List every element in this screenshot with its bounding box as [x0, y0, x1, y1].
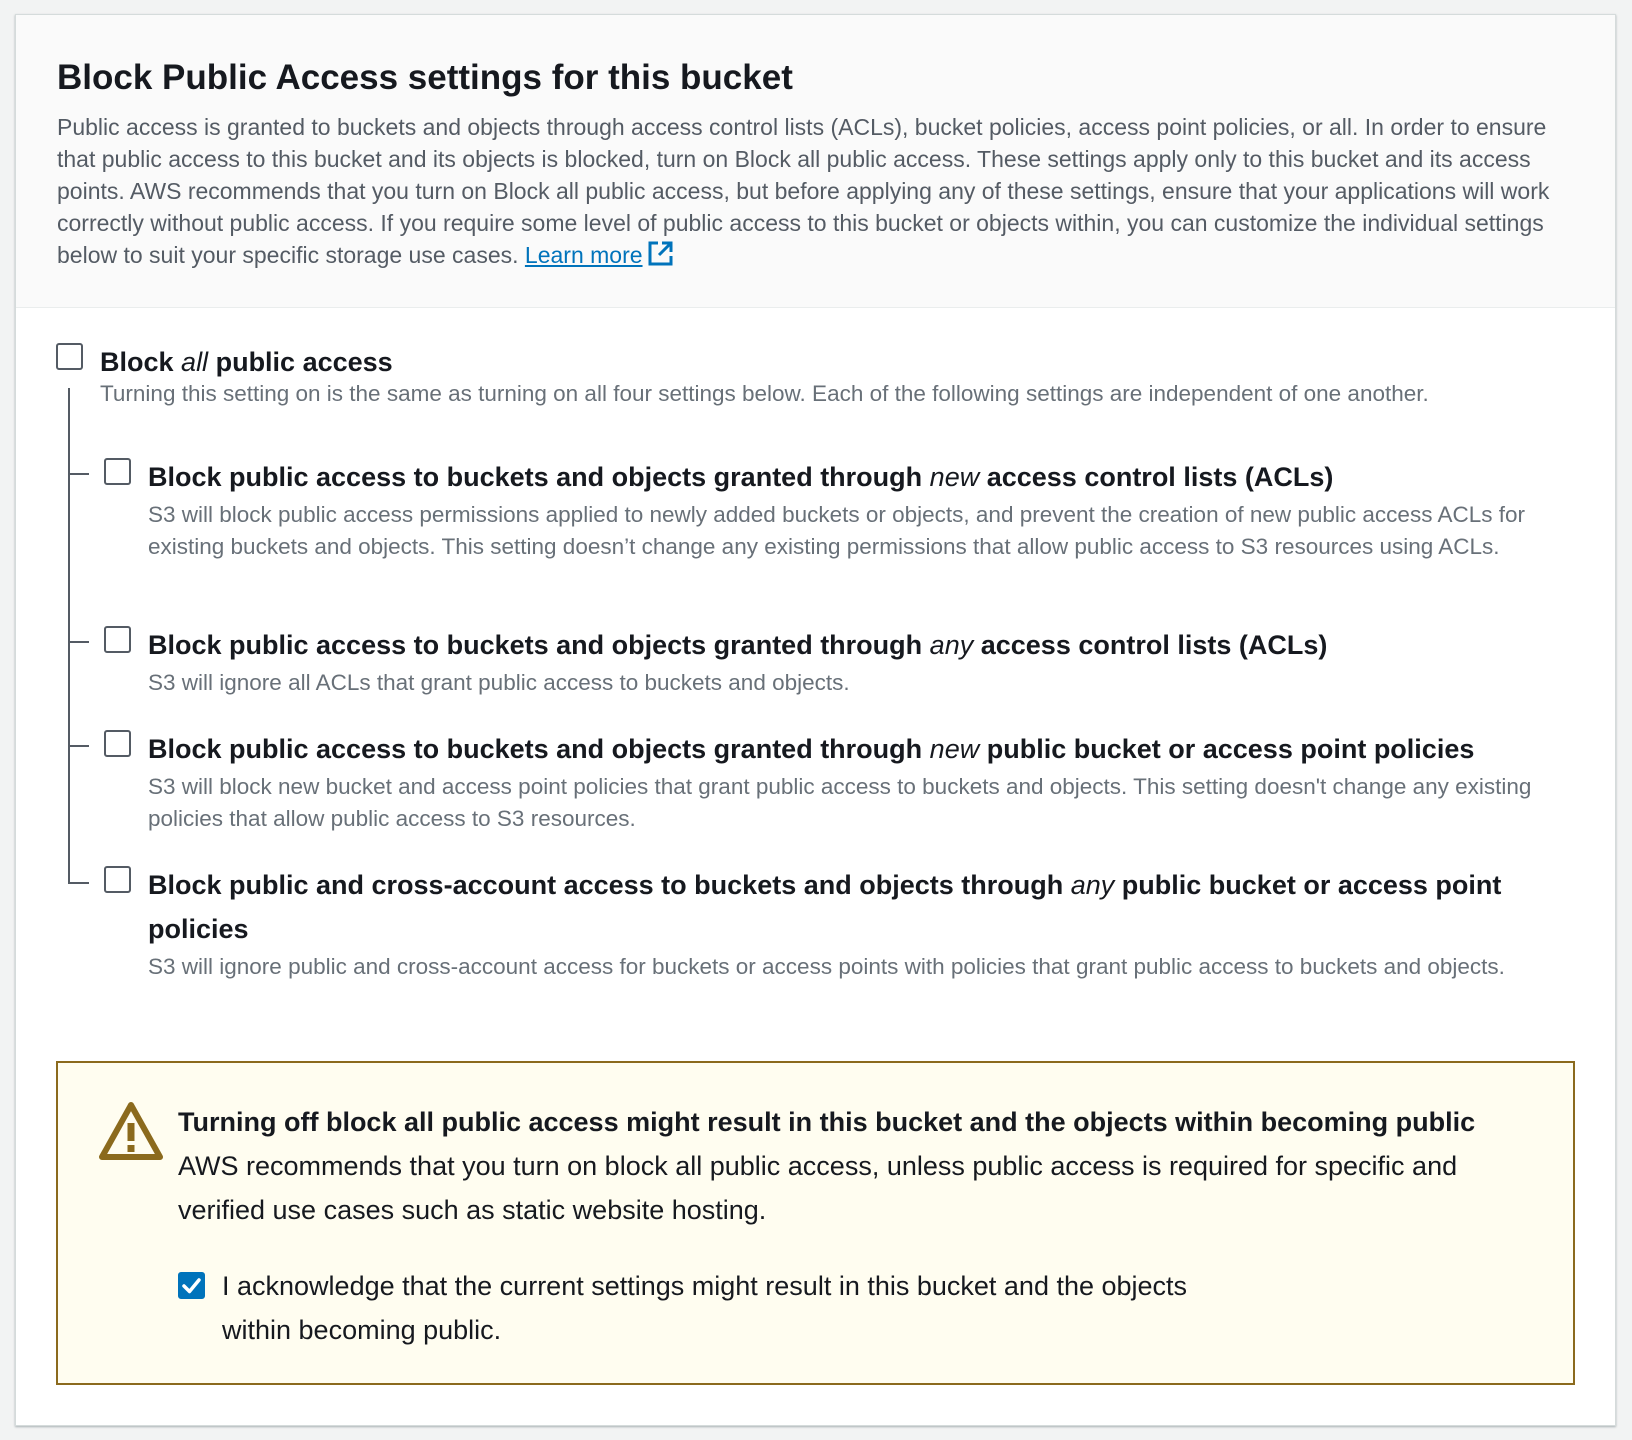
tree-connector-vertical — [68, 388, 70, 884]
setting-checkbox[interactable] — [104, 730, 131, 757]
label-part: Block public access to buckets and objects granted through — [148, 630, 923, 660]
label-part: Block public access to buckets and objects granted through — [148, 734, 923, 764]
panel-description-text: Public access is granted to buckets and objects through access control lists (ACLs), bucket policies, access point policies, or all. In order to ensure that public access to this bucket and its objects is blocked, turn on Block all public access. These settings apply only to this bucket and its access points. AWS recommends that you turn on Block all public access, but before applying any of these settings, ensure that your applications will work correctly without public access. If you require some level of public access to this bucket or objects within, you can customize the individual settings below to suit your specific storage use cases. — [57, 114, 1550, 268]
tree-branch — [68, 745, 89, 747]
setting-checkbox[interactable] — [104, 458, 131, 485]
setting-description: S3 will block public access permissions applied to newly added buckets or objects, and prevent the creation of new public access ACLs for existing buckets and objects. This setting doesn’t change any existing permissions that allow public access to S3 resources using ACLs. — [148, 502, 1525, 559]
label-part: public bucket or access point policies — [986, 734, 1475, 764]
label-part: Block — [100, 347, 174, 377]
setting-checkbox[interactable] — [104, 866, 131, 893]
label-emphasis: all — [181, 347, 209, 377]
label-emphasis: any — [929, 630, 974, 660]
panel-header — [16, 15, 1615, 308]
setting-description: S3 will ignore public and cross-account access for buckets or access points with policies that grant public access to buckets and objects. — [148, 954, 1505, 979]
tree-branch — [68, 641, 89, 643]
label-part: public access — [215, 347, 393, 377]
label-part: access control lists (ACLs) — [986, 462, 1334, 492]
setting-checkbox[interactable] — [104, 626, 131, 653]
tree-branch — [68, 882, 89, 884]
learn-more-link[interactable] — [525, 242, 674, 268]
alert-body: AWS recommends that you turn on block all public access, unless public access is required for specific and verified use cases such as static website hosting. — [178, 1151, 1458, 1225]
page-title: Block Public Access settings for this bucket — [57, 58, 793, 97]
warning-icon — [98, 1101, 164, 1166]
warning-alert — [56, 1061, 1575, 1385]
setting-any-policies[interactable] — [104, 863, 1574, 983]
setting-new-policies[interactable] — [104, 727, 1574, 835]
acknowledge-checkbox[interactable] — [178, 1272, 205, 1299]
learn-more-label: Learn more — [524, 242, 643, 268]
setting-label — [148, 623, 1574, 667]
label-part: public bucket or access point policies — [148, 870, 1502, 944]
external-link-icon — [647, 240, 674, 275]
checkmark-icon — [180, 1274, 203, 1297]
label-emphasis: new — [929, 462, 980, 492]
setting-label — [148, 727, 1574, 771]
label-part: Block public and cross-account access to buckets and objects through — [148, 870, 1064, 900]
setting-label — [148, 455, 1574, 499]
panel-description — [57, 111, 1574, 275]
label-emphasis: new — [929, 734, 980, 764]
setting-description: S3 will block new bucket and access point policies that grant public access to buckets and objects. This setting doesn't change any existing policies that allow public access to S3 resources. — [148, 774, 1532, 831]
block-all-option[interactable] — [56, 340, 1576, 410]
tree-branch — [68, 473, 89, 475]
setting-label — [148, 863, 1574, 951]
block-all-description: Turning this setting on is the same as turning on all four settings below. Each of the following settings are independent of one another. — [100, 381, 1429, 406]
setting-any-acls[interactable] — [104, 623, 1574, 699]
setting-description: S3 will ignore all ACLs that grant public access to buckets and objects. — [148, 670, 850, 695]
label-part: Block public access to buckets and objects granted through — [148, 462, 923, 492]
block-all-checkbox[interactable] — [56, 343, 83, 370]
acknowledge-label: I acknowledge that the current settings might result in this bucket and the objects within becoming public. — [222, 1271, 1188, 1345]
label-emphasis: any — [1070, 870, 1115, 900]
setting-new-acls[interactable] — [104, 455, 1574, 563]
label-part: access control lists (ACLs) — [980, 630, 1328, 660]
alert-title: Turning off block all public access might result in this bucket and the objects within becoming public — [178, 1107, 1476, 1137]
